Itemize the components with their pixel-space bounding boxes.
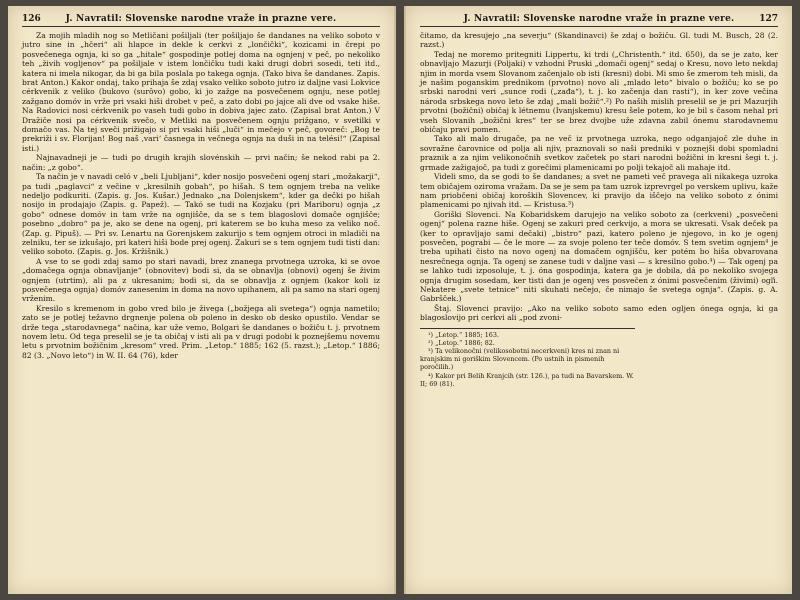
paragraph: Tedaj ne moremo pritegniti Lippertu, ki trdi („Christenth.“ itd. 650), da se je zato, ker obnavljajo Mazurji (Poljaki) v vzhodni Pruski „domači ogenj“ sedaj o Kresu, novo leto nekdaj njim in morda vsem Slovanom začenjalo ob isti (kresni) dobi. Mi smo še zmerom teh misli, da je našim poganskim prednikom (prvotno) novo ali „mlado leto“ bivalo o božiču; ko se po srbski narodni veri „sunce rodi („zađa“), t. j. ko začenja dan rasti“), in ker zove večina národa srbskega novo leto še zdaj „mali božič“.²) Po naših mislih preselil se je pri Mazurjih prvotni (božični) običaj k létnemu (Ivanjskemu) kresu šele potem, ko je bil s časom nehal pri vseh Slovanih „božični kres“ ter se brez dvojbe uže zdavna zabil ónemu starodavnemu običaju pravi pomen. bbox=[420, 49, 778, 135]
running-title: J. Navratil: Slovenske narodne vraže in prazne vere. bbox=[463, 14, 735, 24]
page-body bbox=[22, 31, 380, 360]
paragraph: Najnavadneji je — tudi po drugih krajih slovénskih — prvi način; še nekod rabi pa 2. način: „z gobo“. bbox=[22, 153, 380, 172]
paragraph: Ta način je v navadi celó v „beli Ljubljani“, kder nosijo posvečeni ogenj stari „možakarji“, pa tudi „paglavci“ z večine v „kresilnih gobah“, po hišah. S tem ognjem treba na velike nedeljo podkuriti. (Zapis. g. Jos. Kušar.) Jednako „na Dolenjskem“, kder ga dečki po hišah nosijo in prodajajo (Zapis. g. Papež). — Takó se tudi na Kozjaku (pri Mariboru) ognja „z gobo“ odnese domóv in tam vrže na ognjišče, da se s tem blagoslovi domače ognjišče; posebno „dobro“ pa je, ako se dene na ogenj, pri katerem se bo kuha meso za veliko noč. (Zap. g. Pipuš). — Pri sv. Lenartu na Gorenjskem zakurijo s tem ognjem otroci in mladiči na zelniku, ter se izkušajo, pri kateri hiši bode prej ogenj. Zakuri se s tem ognjem tudi tisti dan: veliko soboto. (Zapis. g. Jos. Kržišnik.) bbox=[22, 172, 380, 257]
page-header bbox=[420, 14, 778, 27]
page-number: 127 bbox=[759, 14, 778, 24]
running-title: J. Navratil: Slovenske narodne vraže in prazne vere. bbox=[65, 14, 337, 24]
paragraph: Štaj. Slovenci pravijo: „Ako na veliko soboto samo eden ogljen ónega ognja, ki ga blagoslovijo pri cerkvi ali „pod zvoni- bbox=[420, 303, 778, 323]
footnotes bbox=[420, 328, 635, 388]
right-page bbox=[404, 6, 792, 594]
paragraph: Kresilo s kremenom in gobo vred bilo je živega („božjega ali svetega“) ognja nametilo; zato se je potlej težavno drgnenje polena ob poleno in desko ob desko opustilo. Vendar se drže tega „starodavnega“ načina, kar uže vemo, Bolgari še dandanes o božiču t. j. prvotnem novem letu. Od tega preselil se je ta običaj v isti ali pa v drugi podobi k poznejšemu novemu letu s prvotnim božičnim „kresom“ vred. Prim. „Letop.“ 1885; 162 (5. razst.); „Letop.“ 1886; 82 (3. „Novo leto“) in W. II. 64 (76), kder bbox=[22, 303, 380, 360]
footnote: ³) Ta velikonočni (velikosobotni necerkveni) kres ni znan ni kranjskim ni goriškim Slovencem. (Po ustnih in pismenih poročilih.) bbox=[420, 347, 620, 372]
footnote: ⁴) Kakor pri Belih Kranjcih (str. 126.), pa tudi na Bavarskem. W. II; 69 (81). bbox=[420, 371, 634, 388]
paragraph: Za mojih mladih nog so Metličani pošiljali (ter pošiljajo še dandanes na veliko soboto v jutro sine in „hčeri“ ali hlapce in dekle k cerkvi z „lončički“, kozicami in črepi po posvečenega ognja, ki so ga „hitale“ gospodinje potlej doma na ognjenj v peč, po nekoliko teh „živih vogljenov“ pa pošiljale v istem lončičku tudi kaki drugi dobri sosedi, teti itd., katera ni imela nikogar, da bi ga bila poslala po takega ognja. (Tako biva še dandanes. Zapis. brat Anton.) Kakor ondaj, tako prihaja še zdaj vsako veliko soboto jutro iz daljne vasi Lokvice cérkvenik z veliko (bukovo (surôvo) gobo, ki jo zažge na posvečenem ognju, nese potlej zažgano domóv in vrže pri vsaki hiši drobet v peč, a zato dobi po jajce ali dve od vsake hiše. Na Radovici nosi cérkvenik po vaseh tudi gobo in dobiva jajec zato. (Zapisal brat Anton.) V Dražiče nosi pa cérkvenik svečo, v Metliki na posvečenem ognju prižgano, v svetilki v domačo vas. Na tej sveči prižigajo si pri vsaki hiši „luči“ in mečejo v peč, govoreč: „Bog te prekriži i sv. Florijan! Bog naš ‚vari‘ časnega in večnega ognja na duši in na telési!“ (Zapisal isti.) bbox=[22, 31, 380, 153]
page-body bbox=[420, 31, 778, 323]
left-page bbox=[8, 6, 396, 594]
paragraph: čitamo, da kresujejo „na severju“ (Skandinavci) še zdaj o božiču. Gl. tudi M. Busch, 28 (2. razst.) bbox=[420, 31, 778, 50]
paragraph: Tako ali malo drugače, pa ne več iz prvotnega uzroka, nego odganjajoč zle duhe in sovražne čarovnice od polja ali njiv, praznovali so naši predniki v poznejši dobi spomladni praznik a za njim velikonočnih svetkov začetek po stari narodni božični in kresni šegi t. j. grmade zažigajoč, pa tudi z gorečimi plamenicami po polji tekajoč ali mahaje itd. bbox=[420, 134, 778, 172]
paragraph: A vse to se godi zdaj samo po stari navadi, brez znanega prvotnega uzroka, ki se ovoe „domačega ognja obnavljanje“ (obnovitev) bodi si, da se obnavlja (obnovi) ogenj še živim ognjem (utrtim), ali pa z ukresanim; bodi si, da se obnavlja z ognjem (kakor koli iz posvečenega ognja) domóv zanesenim in doma na novo upihanem, ali pa samo na stari ogenj vrženim. bbox=[22, 256, 380, 304]
page-header bbox=[22, 14, 380, 27]
footnote: ²) „Letop.“ 1886; 82. bbox=[428, 338, 495, 347]
page-number: 126 bbox=[22, 14, 41, 24]
paragraph: Videli smo, da se godi to še dandanes; a svet ne pameti več pravega ali nikakega uzroka tem običajem oziroma vražam. Da se je sem pa tam uzrok izprevrgel po verskem uplivu, kaže nam priobčeni običaj koroških Slovencev, ki pravijo da iščejo na veliko soboto z ónimi plamenicami po njivah itd. — Kristusa.³) bbox=[420, 172, 778, 210]
paragraph: Goriški Slovenci. Na Kobaridskem darujejo na veliko soboto za (cerkveni) „posvečeni ogenj“ polena razne hiše. Ogenj se zakuri pred cerkvijo, a mora se ukresati. Vsak deček pa (ker to opravljajo sami dečaki) „bistro“ pazi, katero poleno je njegovo, in ko je ogenj posvečen, pograbi — če le more — za svoje poleno ter teče domóv. S tem svetim ognjem⁴ je treba upihati čisto na novo ogenj na domačem ognjišču, ker potém bo hiša obvarovana nesrečnega ognja. Ta ogenj se zanese tudi v daljne vasi — s kresilno gobo.⁴) — Tak ogenj pa se lahko tudi izposoluje, t. j. óna gospodinja, katera ga je dobila, dá po nekoliko svojega ognja drugim sosedam, ker tisti dan je ogenj ves posvečen z ónimi posvečenim (živimi) ogľi. Nekatere „svete tetnice“ niti skuhati nečejo, če nimajo še svetega ognja“. (Zapis. g. A. Gabršček.) bbox=[420, 209, 778, 304]
footnote: ¹) „Letop.“ 1885; 163. bbox=[428, 330, 499, 339]
book-spread bbox=[8, 6, 792, 594]
